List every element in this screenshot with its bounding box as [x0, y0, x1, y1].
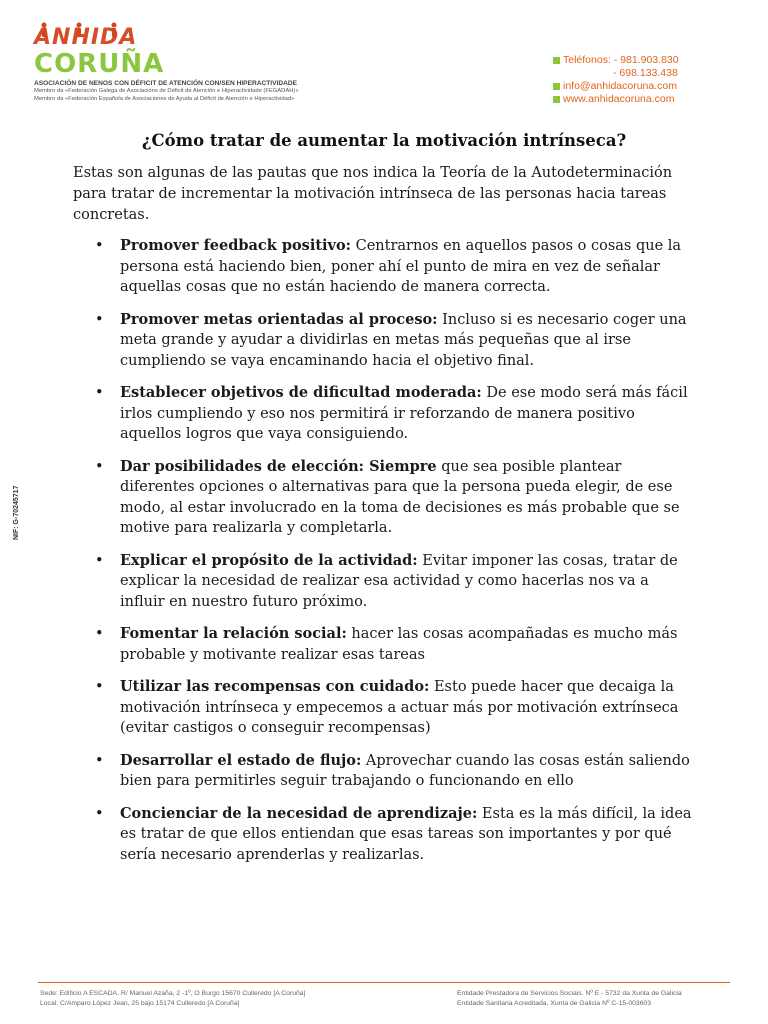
list-item [73, 383, 693, 445]
logo [34, 26, 374, 103]
item-text: Incluso si es necesario coger una meta grande y ayudar a dividirlas en metas más pequeñas que al irse cumpliendo se vaya encaminando hacia el objetivo final. [120, 311, 687, 369]
email-link[interactable]: info@anhidacoruna.com [563, 80, 677, 92]
bullet-icon: • [95, 805, 104, 822]
item-text: Evitar imponer las cosas, tratar de explicar la necesidad de realizar esa actividad y como hacerlas nos va a influir en nuestro futuro próximo. [120, 552, 678, 610]
footer-registration-line-1: Entidade Prestadora de Servicios Sociais. Nº E - 5732 da Xunta de Galicia [457, 990, 682, 997]
footer-address [40, 989, 305, 1009]
footer-registration-line-2: Entidade Sanitaria Acreditada. Xunta de Galicia Nº C-15-003603 [457, 1000, 652, 1007]
intro-paragraph: Estas son algunas de las pautas que nos indica la Teoría de la Autodeterminación para tratar de incrementar la motivación intrínseca de las personas hacia tareas concretas. [73, 165, 673, 223]
web-row[interactable] [553, 93, 679, 106]
web-link[interactable]: www.anhidacoruna.com [563, 93, 675, 105]
item-heading: Dar posibilidades de elección: Siempre [120, 457, 437, 475]
item-heading: Promover feedback positivo: [120, 237, 351, 254]
item-text: que sea posible plantear diferentes opciones o alternativas para que la persona pueda elegir, de ese modo, al estar involucrado en la toma de decisiones es más probable que se motive para realizarla y completarla. [120, 458, 680, 536]
item-text: Aprovechar cuando las cosas están saliendo bien para permitirles seguir trabajando o funcionando en ello [120, 752, 690, 789]
membership-line-1: Membro da «Federación Galega de Asociacións de Déficit de Atención e Hiperactividade (FEGADAH)» [34, 88, 299, 94]
list-item [73, 457, 693, 539]
phone-secondary: - 698.133.438 [613, 67, 678, 79]
green-square-icon [553, 83, 560, 90]
membership-line-2: Membro da «Federación Española de Asociaciones de Ayuda al Déficit de Atención e Hiperactividad» [34, 95, 295, 102]
letterhead [0, 0, 768, 120]
list-item [73, 310, 693, 372]
item-heading: Promover metas orientadas al proceso: [120, 310, 438, 328]
list-item [73, 551, 693, 613]
logo-wordmark-bottom: CORUÑA [34, 49, 165, 79]
bullet-icon: • [95, 238, 104, 254]
page-title: ¿Cómo tratar de aumentar la motivación intrínseca? [141, 131, 627, 150]
item-heading: Fomentar la relación social: [120, 625, 347, 642]
list-item [73, 624, 693, 665]
logo-text-top: ANHIDA [34, 25, 138, 50]
tagline: ASOCIACIÓN DE NENOS CON DÉFICIT DE ATENCIÓN CON/SEN HIPERACTIVIDADE [34, 80, 298, 87]
item-heading: Concienciar de la necesidad de aprendizaje: [120, 804, 478, 822]
bullet-icon: • [95, 458, 104, 475]
list-item [73, 804, 693, 866]
footer-address-line-2: Local: C/Amparo López Jean, 25 bajo 15174 Culleredo [A Coruña] [40, 1000, 240, 1007]
phone2-row [553, 67, 679, 80]
item-text: Centrarnos en aquellos pasos o cosas que la persona está haciendo bien, poner ahí el punto de mira en vez de señalar aquellas cosas que no están haciendo de manera correcta. [120, 238, 682, 295]
item-text: Esta es la más difícil, la idea es tratar de que ellos entiendan que esas tareas son importantes y por qué sería necesario aprenderlas y realizarlas. [120, 805, 692, 863]
bullet-icon: • [95, 385, 104, 401]
item-text: hacer las cosas acompañadas es mucho más probable y motivante realizar esas tareas [120, 626, 678, 663]
contact-block [553, 54, 679, 106]
list-item [73, 236, 693, 298]
logo-wordmark-top [34, 26, 374, 50]
email-row[interactable] [553, 80, 679, 93]
nif-vertical-label: NIF: G-70245717 [13, 485, 20, 540]
bullet-icon: • [95, 311, 104, 328]
footer-registration [457, 989, 682, 1009]
list-item [73, 677, 693, 739]
list-item [73, 751, 693, 792]
item-heading: Explicar el propósito de la actividad: [120, 551, 418, 569]
green-square-icon [553, 57, 560, 64]
item-heading: Desarrollar el estado de flujo: [120, 751, 362, 769]
guidelines-list [73, 236, 693, 877]
footer-divider [38, 982, 730, 983]
bullet-icon: • [95, 626, 104, 642]
item-heading: Utilizar las recompensas con cuidado: [120, 678, 430, 695]
phone-row [553, 54, 679, 67]
bullet-icon: • [95, 752, 104, 769]
item-text: De ese modo será más fácil irlos cumpliendo y eso nos permitirá ir reforzando de manera positivo aquellos logros que vaya consiguiendo. [120, 385, 688, 442]
item-heading: Establecer objetivos de dificultad moderada: [120, 384, 482, 401]
phone-label: Teléfonos: - 981.903.830 [563, 54, 679, 66]
green-square-icon [553, 96, 560, 103]
bullet-icon: • [95, 679, 104, 695]
bullet-icon: • [95, 552, 104, 569]
item-text: Esto puede hacer que decaiga la motivación intrínseca y empecemos a actuar más por motivación extrínseca (evitar castigos o conseguir recompensas) [120, 679, 679, 736]
footer-address-line-1: Sede: Edificio A ESCADA. R/ Manuel Azaña, 2 -1º, O Burgo 15670 Culleredo [A Coruña] [40, 990, 306, 997]
